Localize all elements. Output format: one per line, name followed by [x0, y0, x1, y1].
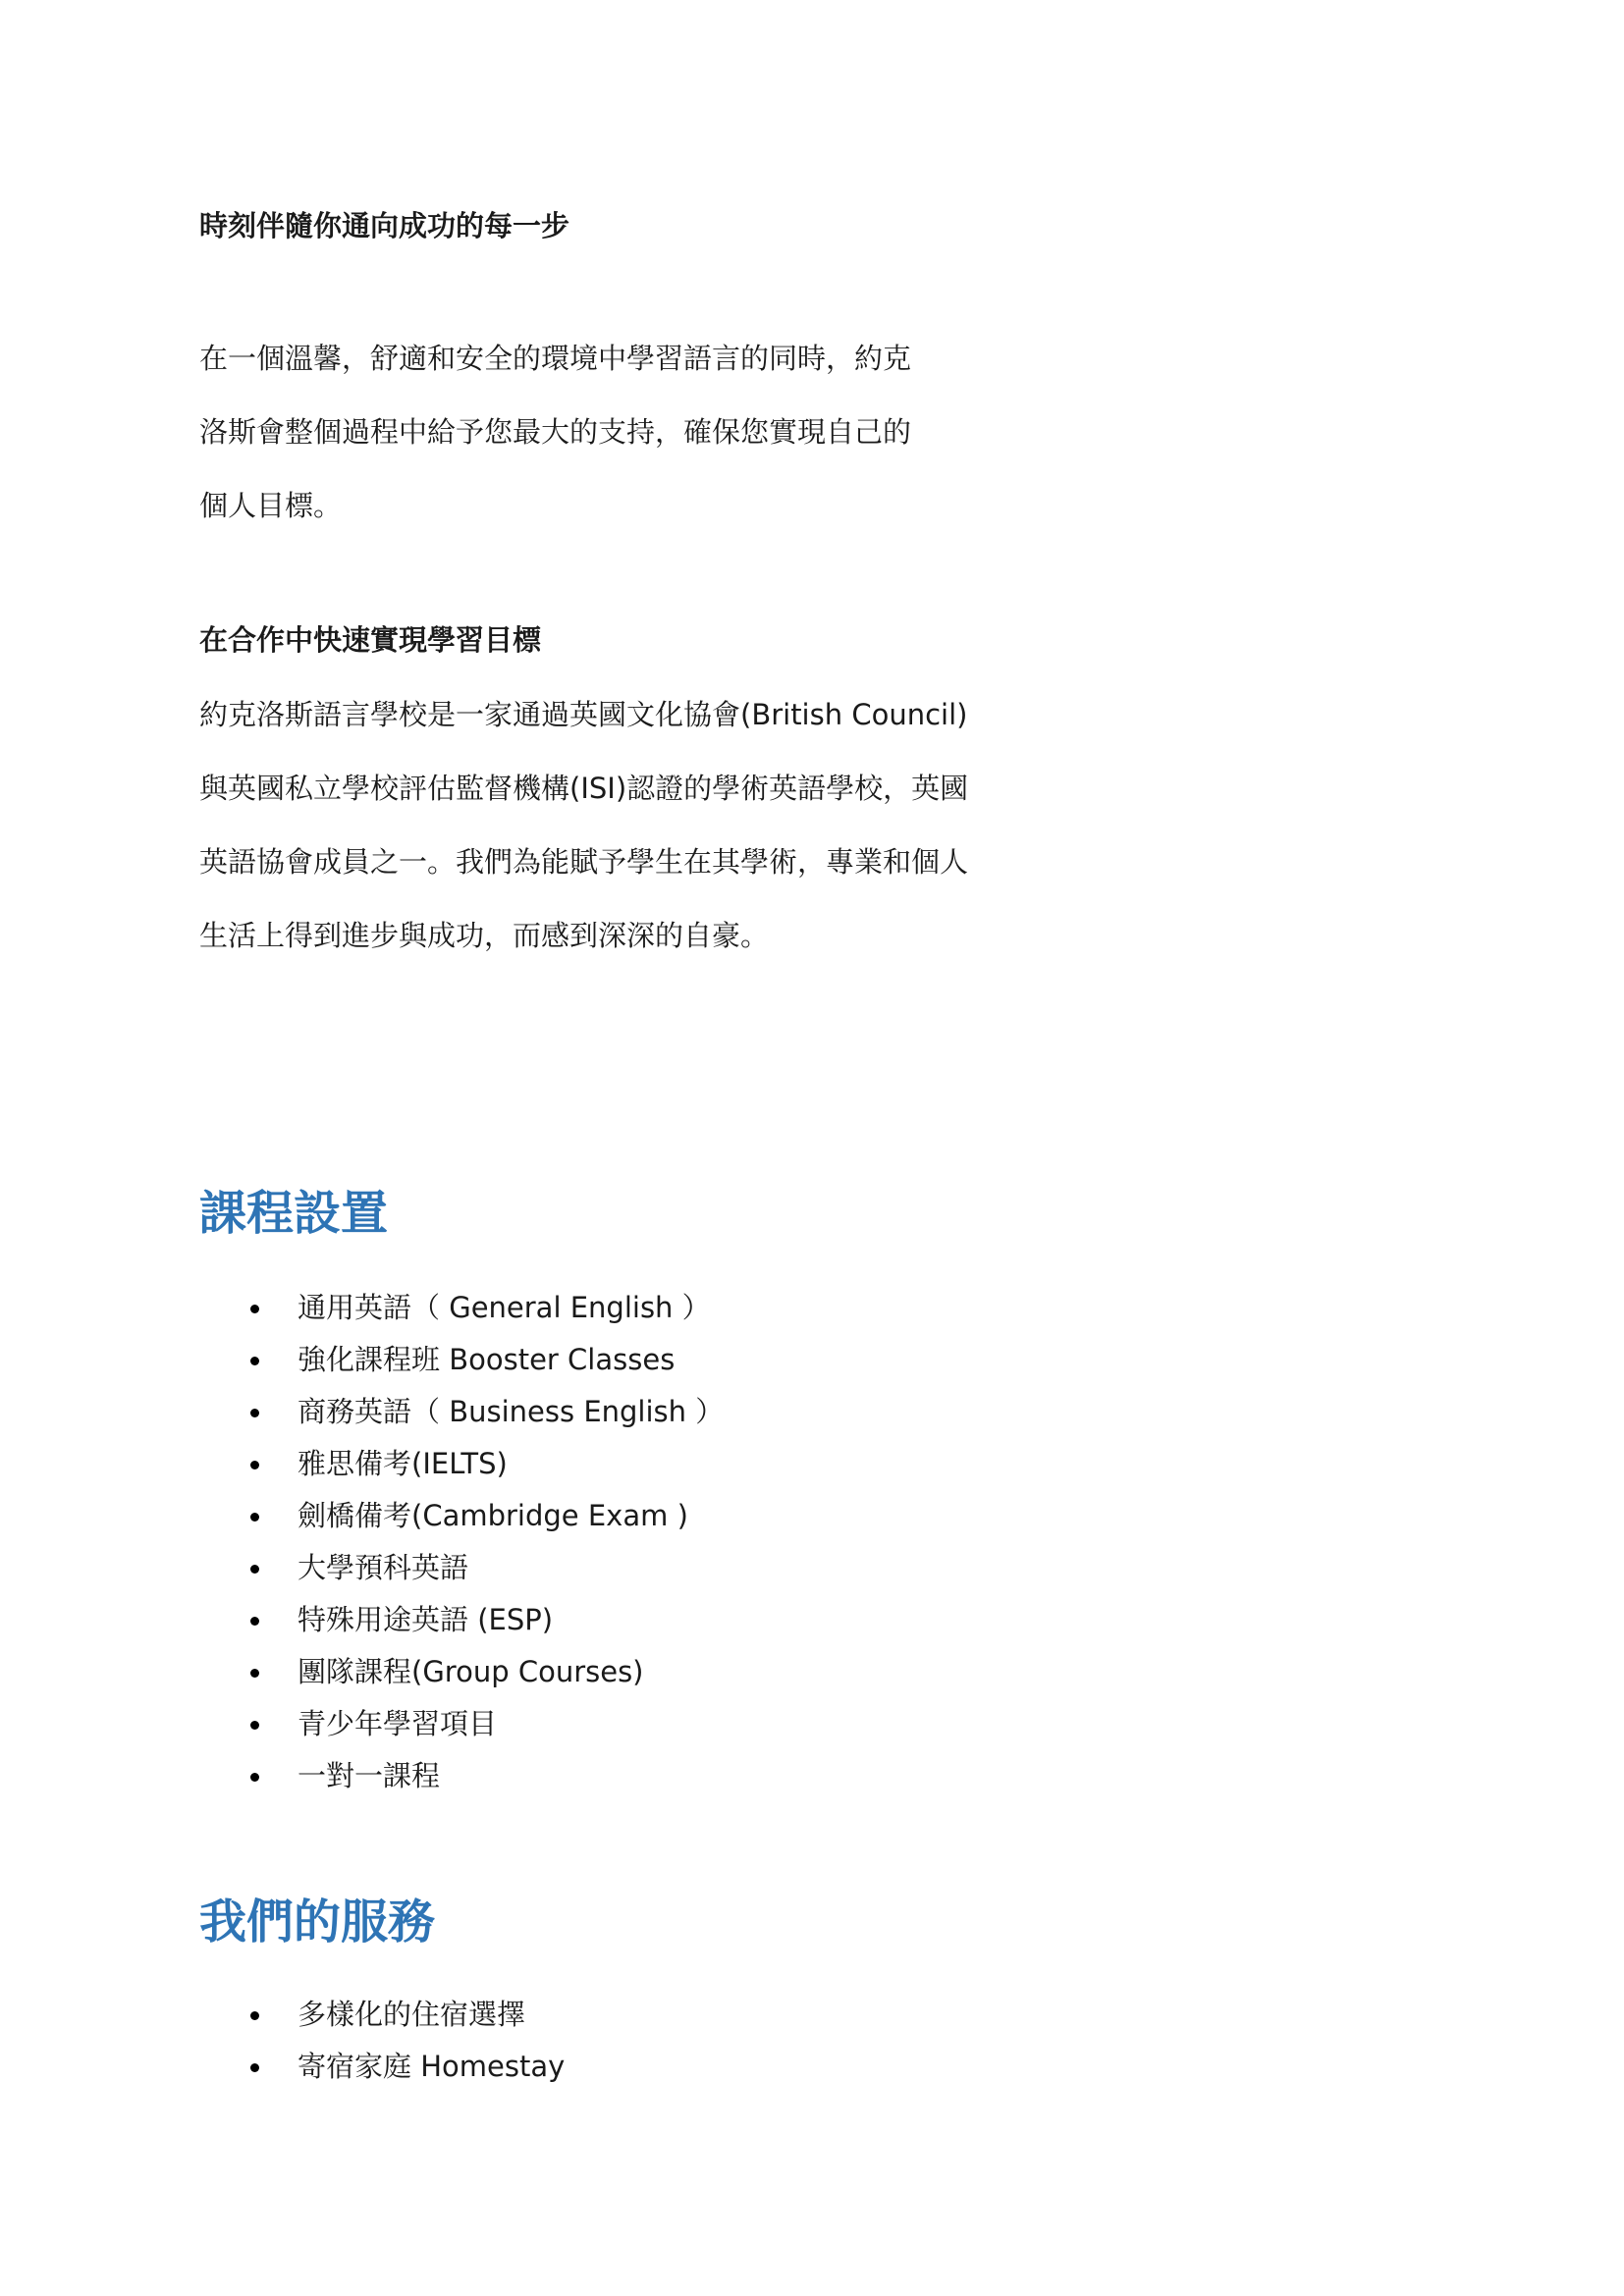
- list-item: [199, 1750, 724, 1802]
- list-item-label: 團隊課程(Group Courses): [298, 1655, 644, 1688]
- bullet-icon: [250, 1773, 259, 1782]
- list-item: [199, 1334, 724, 1386]
- services-list: [199, 1989, 565, 2093]
- list-item: [199, 1490, 724, 1542]
- intro-heading: 時刻伴隨你通向成功的每一步: [199, 209, 570, 242]
- bullet-icon: [250, 1669, 259, 1678]
- list-item-label: 強化課程班 Booster Classes: [298, 1343, 676, 1376]
- bullet-icon: [250, 1357, 259, 1365]
- intro-paragraph: [199, 322, 911, 543]
- list-item-label: 商務英語（ Business English ）: [298, 1395, 725, 1428]
- list-item-label: 通用英語（ General English ）: [298, 1291, 711, 1324]
- list-item-label: 劍橋備考(Cambridge Exam ): [298, 1499, 688, 1532]
- intro-line: 在一個溫馨，舒適和安全的環境中學習語言的同時，約克: [199, 342, 912, 375]
- list-item: [199, 1646, 724, 1698]
- bullet-icon: [250, 1565, 259, 1574]
- courses-list: [199, 1282, 724, 1802]
- cooperation-heading: 在合作中快速實現學習目標: [199, 623, 542, 657]
- cooperation-line: 與英國私立學校評估監督機構(ISI)認證的學術英語學校，英國: [199, 772, 969, 805]
- bullet-icon: [250, 1513, 259, 1522]
- list-item-label: 特殊用途英語 (ESP): [298, 1603, 554, 1636]
- list-item: [199, 2041, 565, 2093]
- list-item-label: 一對一課程: [298, 1759, 441, 1792]
- list-item-label: 大學預科英語: [298, 1551, 469, 1584]
- list-item: [199, 1542, 724, 1594]
- bullet-icon: [250, 1617, 259, 1626]
- services-title: 我們的服務: [199, 1895, 436, 1949]
- intro-line: 個人目標。: [199, 489, 343, 522]
- bullet-icon: [250, 1305, 259, 1313]
- list-item: [199, 1282, 724, 1334]
- cooperation-line: 生活上得到進步與成功，而感到深深的自豪。: [199, 919, 770, 952]
- list-item: [199, 1438, 724, 1490]
- list-item-label: 青少年學習項目: [298, 1707, 498, 1740]
- list-item: [199, 1698, 724, 1750]
- cooperation-line: 約克洛斯語言學校是一家通過英國文化協會(British Council): [199, 698, 968, 731]
- bullet-icon: [250, 2063, 259, 2072]
- list-item: [199, 1386, 724, 1438]
- cooperation-line: 英語協會成員之一。我們為能賦予學生在其學術，專業和個人: [199, 845, 969, 879]
- bullet-icon: [250, 1721, 259, 1730]
- courses-title: 課程設置: [199, 1186, 389, 1241]
- list-item-label: 寄宿家庭 Homestay: [298, 2050, 566, 2083]
- list-item: [199, 1989, 565, 2041]
- list-item-label: 多樣化的住宿選擇: [298, 1998, 526, 2031]
- bullet-icon: [250, 2011, 259, 2020]
- list-item-label: 雅思備考(IELTS): [298, 1447, 508, 1480]
- list-item: [199, 1594, 724, 1646]
- intro-line: 洛斯會整個過程中給予您最大的支持，確保您實現自己的: [199, 415, 912, 449]
- bullet-icon: [250, 1409, 259, 1417]
- cooperation-paragraph: [199, 678, 968, 973]
- bullet-icon: [250, 1461, 259, 1469]
